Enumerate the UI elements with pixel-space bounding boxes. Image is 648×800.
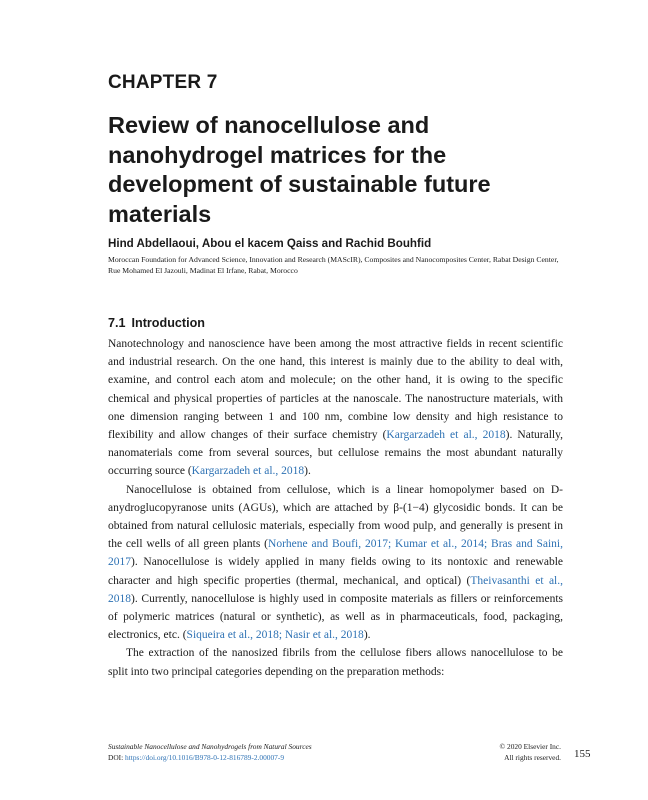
- citation-link[interactable]: Kargarzadeh et al., 2018: [386, 429, 506, 442]
- section-heading: [108, 316, 205, 330]
- paragraph-text: ).: [363, 629, 371, 642]
- author-list: Hind Abdellaoui, Abou el kacem Qaiss and Rachid Bouhfid: [108, 237, 432, 250]
- doi-line: [108, 752, 312, 763]
- footer-source: [108, 741, 312, 763]
- paragraph-3: [108, 644, 563, 680]
- paragraph-text: ). Currently, nanocellulose is highly used in composite materials as fillers or reinforcements of polymeric matrices (natural or synthetic), as well as in pharmaceuticals, food, packaging, electronics, etc. (: [108, 592, 563, 642]
- doi-label: DOI:: [108, 753, 126, 762]
- author-affiliation: Moroccan Foundation for Advanced Science, Innovation and Research (MAScIR), Composites and Nanocomposites Center, Rabat Design Center, Rue Mohamed El Jazouli, Madinat El Irfane, Rabat, Morocco: [108, 255, 559, 275]
- section-number: 7.1: [108, 316, 126, 330]
- paragraph-text: ). Nanocellulose is widely applied in many fields owing to its nontoxic and renewable character and high specific properties (thermal, mechanical, and optical) (: [108, 556, 563, 587]
- chapter-title: Review of nanocellulose and nanohydrogel matrices for the development of sustainable future materials: [108, 112, 491, 227]
- body-text: [108, 335, 563, 681]
- paragraph-text: The extraction of the nanosized fibrils from the cellulose fibers allows nanocellulose to be split into two principal categories depending on the preparation methods:: [108, 647, 563, 678]
- citation-link[interactable]: Kargarzadeh et al., 2018: [191, 465, 305, 478]
- doi-link[interactable]: https://doi.org/10.1016/B978-0-12-816789-2.00007-9: [125, 753, 285, 762]
- paragraph-1: [108, 335, 563, 481]
- citation-link[interactable]: Siqueira et al., 2018; Nasir et al., 2018: [186, 629, 364, 642]
- section-title: Introduction: [131, 316, 205, 330]
- citation-link[interactable]: Theivasanthi et al., 2018: [108, 574, 563, 605]
- paragraph-text: ).: [304, 465, 311, 478]
- paragraph-text: Nanotechnology and nanoscience have been among the most attractive fields in recent scientific and industrial research. On the one hand, this interest is mainly due to the ability to deal with, examine, and control each atom and molecule; on the other hand, it is owing to the specific chemical and physical properties of particles at the nanoscale. The nanostructure materials, with one dimension ranging between 1 and 100 nm, combine low density and high resistance to flexibility and allow changes of their surface chemistry (: [108, 338, 563, 442]
- chapter-label: CHAPTER 7: [108, 72, 218, 93]
- citation-link[interactable]: Norhene and Boufi, 2017; Kumar et al., 2014; Bras and Saini, 2017: [108, 538, 564, 569]
- paragraph-text: Nanocellulose is obtained from cellulose, which is a linear homopolymer based on D-anydroglucopyranose units (AGUs), which are attached by β-(1−4) glycosidic bonds. It can be obtained from natural cellulosic materials, especially from wood pulp, and generally is present in the cell wells of all green plants (: [108, 483, 563, 551]
- page-number: 155: [574, 748, 591, 760]
- paragraph-text: ). Naturally, nanomaterials come from several sources, but cellulose remains the most abundant naturally occurring source (: [108, 429, 563, 478]
- book-title: Sustainable Nanocellulose and Nanohydrogels from Natural Sources: [108, 742, 312, 751]
- rights-text: All rights reserved.: [504, 753, 561, 762]
- footer-copyright: [440, 741, 561, 763]
- copyright-text: © 2020 Elsevier Inc.: [499, 742, 561, 751]
- paragraph-2: [108, 481, 563, 645]
